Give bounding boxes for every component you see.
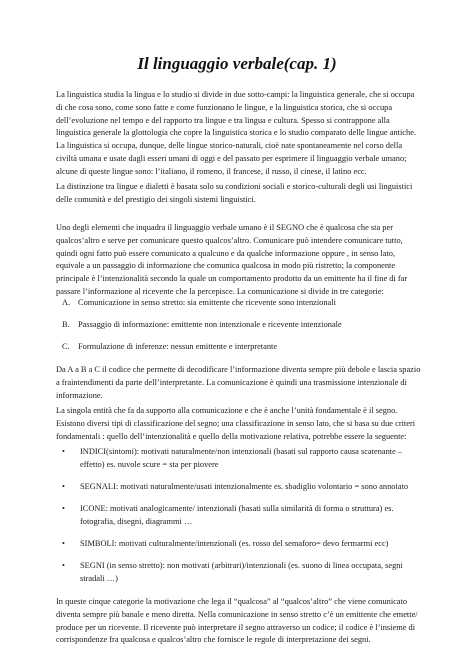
text-line: qualcos’altro e serve per comunicare questo qualcos’altro. Comunicare può intendere comunicare tutto, [56,235,403,245]
sign-item-indici [56,446,403,472]
paragraph-motivazione [56,596,428,647]
text-line: Da A a B a C il codice che permette di decodificare l’informazione diventa sempre più debole e lascia spazio [56,365,421,374]
text-line: dell’evoluzione nel tempo e del rapporto tra lingue e tra lingua e cultura. Spesso si contrappone alla [56,115,390,125]
text-line: passare l’informazione al ricevente che la percepisce. La comunicazione si divide in tre categorie: [56,286,384,296]
list-text: SEGNALI: motivati naturalmente/usati intenzionalmente es. sbadiglio volontario = sono annoiato [80,482,409,491]
list-text: ICONE: motivati analogicamente/ intenzionali (basati sulla similarità di forma o struttura) es. [80,504,394,513]
text-line: diventa sempre più banale e meno diretta. Nella comunicazione in senso stretto c’è un emittente che emette/ [56,609,418,619]
paragraph-lingue-dialetti [56,181,428,207]
bullet-icon: • [62,447,65,456]
list-text: Formulazione di inferenze: nessun emittente e interpretante [78,342,278,351]
text-line: di che cosa sono, come sono fatte e come funzionano le lingue, e la linguistica storica, che si occupa [56,102,393,112]
text-line: civiltà umana e usate dagli esseri umani di oggi e del passato per esprimere il linguaggio verbale umano; [56,153,407,163]
sign-item-icone [56,503,396,529]
list-text: Passaggio di informazione: emittente non intenzionale e ricevente intenzionale [78,320,342,329]
text-line: fondamentali : quello dell’intenzionalità e quello della motivazione relativa, potrebbe essere la seguente: [56,431,407,441]
list-text: stradali …) [80,573,118,583]
list-text: INDICI(sintomi): motivati naturalmente/non intenzionali (basati sul rapporto causa scatenante – [80,447,403,456]
text-line: corrispondenze fra qualcosa e qualcos’altro che fornisce le regole di interpretazione dei segni. [56,635,371,645]
list-label: B. [62,320,70,329]
list-text: Comunicazione in senso stretto: sia emittente che ricevente sono intenzionali [78,298,336,307]
bullet-icon: • [62,539,65,548]
text-line: In queste cinque categorie la motivazione che lega il “qualcosa” al “qualcos’altro” che viene comunicato [56,597,408,606]
list-text: fotografia, disegni, diagrammi … [80,516,193,526]
text-line: delle comunità e del prestigio dei singoli sistemi linguistici. [56,194,256,204]
sign-item-segnali [56,481,409,494]
text-line: La linguistica studia la lingua e lo studio si divide in due sotto-campi: la linguistica generale, che si occupa [56,90,415,99]
paragraph-codice [56,364,428,402]
text-line: La singola entità che fa da supporto alla comunicazione e che è anche l’unità fondamentale è il segno. [56,406,398,415]
category-item-b [62,319,402,332]
document-title: Il linguaggio verbale(cap. 1) [137,54,337,73]
text-line: Uno degli elementi che inquadra il linguaggio verbale umano è il SEGNO che è qualcosa che sta per [56,223,393,232]
list-text: SEGNI (in senso stretto): non motivati (arbitrari)/intenzionali (es. suono di linea occupata, segni [80,561,403,570]
text-line: principale è l’intenzionalità secondo la quale un comportamento prodotto da un emittente ha il fine di far [56,274,408,284]
list-text: SIMBOLI: motivati culturalmente/intenzionali (es. rosso del semaforo= devo fermarmi ecc) [80,539,389,548]
paragraph-segno [56,222,428,299]
text-line: La linguistica si occupa, dunque, delle lingue storico-naturali, cioè nate spontaneamente nel corso della [56,141,403,151]
text-line: La distinzione tra lingue e dialetti è basata solo su condizioni sociali e storico-culturali degli usi linguistici [56,182,413,191]
text-line: alcune di queste lingue sono: l’italiano, il romeno, il francese, il russo, il cinese, il latino ecc. [56,166,367,176]
bullet-icon: • [62,561,65,570]
list-label: A. [62,298,71,307]
text-line: quindi ogni fatto può essere comunicato a qualcuno e da qualche informazione oppure , in senso lato, [56,248,396,258]
category-item-c [62,341,402,354]
sign-item-segni [56,560,403,586]
sign-item-simboli [56,538,396,551]
paragraph-singola-entita [56,405,428,443]
list-text: effetto) es. nuvole scure = sta per piovere [80,459,219,469]
text-line: equivale a un passaggio di informazione che comunica qualcosa in modo più ristretto; la componente [56,261,396,271]
text-line: produce per un ricevente. Il ricevente può interpretare il segno attraverso un codice; il codice è l’insieme di [56,622,416,632]
text-line: Esistono diversi tipi di classificazione del segno; una classificazione in senso lato, che si basa su due criteri [56,418,416,428]
category-item-a [62,297,402,310]
bullet-icon: • [62,504,65,513]
text-line: informazione. [56,390,103,400]
bullet-icon: • [62,482,65,491]
text-line: linguistica generale la glottologia che copre la linguistica storica e lo studio comparato delle lingue antiche. [56,128,417,138]
text-line: a fraintendimenti da parte dell’interpretante. La comunicazione è quindi una trasmissione intenzionale di [56,377,407,387]
list-label: C. [62,342,70,351]
paragraph-linguistica [56,89,428,179]
